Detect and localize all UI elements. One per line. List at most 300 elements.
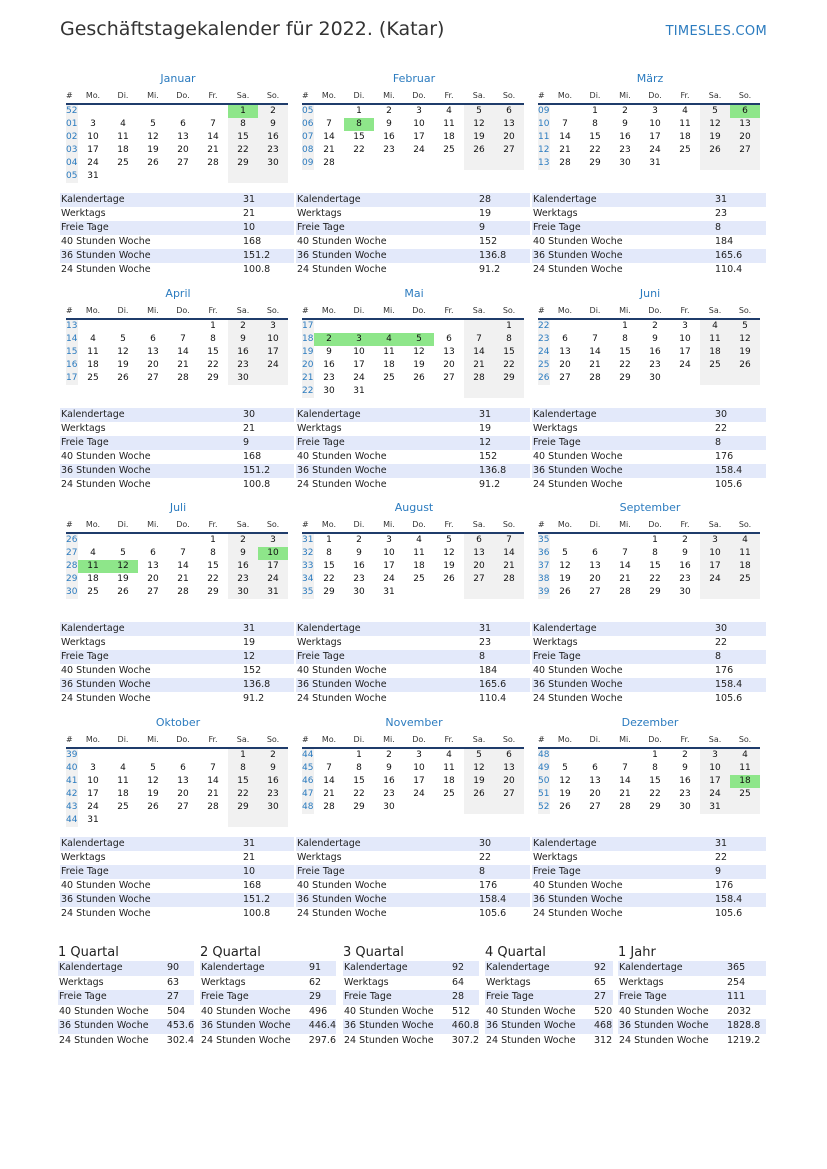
day-cell[interactable]: 26 xyxy=(464,788,494,801)
day-cell[interactable]: 14 xyxy=(494,547,524,560)
day-cell[interactable]: 17 xyxy=(353,360,365,370)
day-cell[interactable]: 13 xyxy=(443,347,455,357)
holiday-day-cell[interactable]: 2 xyxy=(314,333,344,346)
day-cell[interactable]: 23 xyxy=(383,145,395,155)
day-cell[interactable]: 29 xyxy=(323,587,335,597)
day-cell[interactable]: 8 xyxy=(356,763,362,773)
day-cell[interactable]: 21 xyxy=(177,574,189,584)
day-cell[interactable]: 3 xyxy=(90,763,96,773)
day-cell[interactable]: 30 xyxy=(258,801,288,814)
holiday-day-cell[interactable]: 5 xyxy=(404,333,434,346)
day-cell[interactable]: 17 xyxy=(700,775,730,788)
day-cell[interactable]: 26 xyxy=(117,373,129,383)
day-cell[interactable]: 28 xyxy=(177,587,189,597)
day-cell[interactable]: 3 xyxy=(90,119,96,129)
day-cell[interactable]: 12 xyxy=(147,776,159,786)
day-cell[interactable]: 17 xyxy=(679,347,691,357)
day-cell[interactable]: 16 xyxy=(228,560,258,573)
day-cell[interactable]: 22 xyxy=(228,144,258,157)
day-cell[interactable]: 3 xyxy=(386,535,392,545)
day-cell[interactable]: 25 xyxy=(87,373,99,383)
day-cell[interactable]: 16 xyxy=(383,776,395,786)
day-cell[interactable]: 19 xyxy=(464,131,494,144)
day-cell[interactable]: 9 xyxy=(326,347,332,357)
day-cell[interactable]: 10 xyxy=(700,762,730,775)
holiday-day-cell[interactable]: 1 xyxy=(228,105,258,118)
day-cell[interactable]: 18 xyxy=(87,360,99,370)
day-cell[interactable]: 24 xyxy=(413,789,425,799)
day-cell[interactable]: 2 xyxy=(682,535,688,545)
day-cell[interactable]: 9 xyxy=(228,547,258,560)
day-cell[interactable]: 13 xyxy=(177,132,189,142)
day-cell[interactable]: 8 xyxy=(228,762,258,775)
day-cell[interactable]: 27 xyxy=(589,802,601,812)
day-cell[interactable]: 1 xyxy=(356,106,362,116)
day-cell[interactable]: 29 xyxy=(353,802,365,812)
day-cell[interactable]: 28 xyxy=(323,158,335,168)
day-cell[interactable]: 28 xyxy=(207,158,219,168)
day-cell[interactable]: 23 xyxy=(649,360,661,370)
day-cell[interactable]: 25 xyxy=(730,573,760,586)
day-cell[interactable]: 12 xyxy=(559,776,571,786)
day-cell[interactable]: 16 xyxy=(679,776,691,786)
day-cell[interactable]: 11 xyxy=(413,548,425,558)
day-cell[interactable]: 19 xyxy=(117,574,129,584)
day-cell[interactable]: 6 xyxy=(446,334,452,344)
day-cell[interactable]: 31 xyxy=(87,171,99,181)
day-cell[interactable]: 11 xyxy=(443,763,455,773)
day-cell[interactable]: 2 xyxy=(386,750,392,760)
day-cell[interactable]: 22 xyxy=(619,360,631,370)
day-cell[interactable]: 19 xyxy=(147,789,159,799)
day-cell[interactable]: 5 xyxy=(464,749,494,762)
day-cell[interactable]: 20 xyxy=(559,360,571,370)
day-cell[interactable]: 16 xyxy=(258,131,288,144)
day-cell[interactable]: 7 xyxy=(210,119,216,129)
day-cell[interactable]: 24 xyxy=(87,802,99,812)
day-cell[interactable]: 19 xyxy=(443,561,455,571)
day-cell[interactable]: 28 xyxy=(589,373,601,383)
day-cell[interactable]: 13 xyxy=(494,118,524,131)
day-cell[interactable]: 18 xyxy=(413,561,425,571)
day-cell[interactable]: 10 xyxy=(258,333,288,346)
day-cell[interactable]: 11 xyxy=(679,119,691,129)
day-cell[interactable]: 12 xyxy=(464,762,494,775)
day-cell[interactable]: 26 xyxy=(117,587,129,597)
day-cell[interactable]: 21 xyxy=(207,145,219,155)
day-cell[interactable]: 26 xyxy=(413,373,425,383)
day-cell[interactable]: 4 xyxy=(90,334,96,344)
day-cell[interactable]: 6 xyxy=(494,749,524,762)
day-cell[interactable]: 1 xyxy=(326,535,332,545)
day-cell[interactable]: 1 xyxy=(210,321,216,331)
day-cell[interactable]: 21 xyxy=(323,789,335,799)
day-cell[interactable]: 1 xyxy=(356,750,362,760)
day-cell[interactable]: 9 xyxy=(682,763,688,773)
day-cell[interactable]: 29 xyxy=(228,801,258,814)
day-cell[interactable]: 16 xyxy=(353,561,365,571)
day-cell[interactable]: 4 xyxy=(120,763,126,773)
day-cell[interactable]: 3 xyxy=(258,534,288,547)
day-cell[interactable]: 23 xyxy=(228,573,258,586)
day-cell[interactable]: 18 xyxy=(383,360,395,370)
day-cell[interactable]: 3 xyxy=(682,321,688,331)
day-cell[interactable]: 12 xyxy=(730,333,760,346)
day-cell[interactable]: 21 xyxy=(619,574,631,584)
day-cell[interactable]: 24 xyxy=(679,360,691,370)
day-cell[interactable]: 25 xyxy=(443,145,455,155)
day-cell[interactable]: 6 xyxy=(592,548,598,558)
day-cell[interactable]: 20 xyxy=(589,574,601,584)
day-cell[interactable]: 26 xyxy=(730,359,760,372)
day-cell[interactable]: 20 xyxy=(464,560,494,573)
day-cell[interactable]: 29 xyxy=(207,587,219,597)
day-cell[interactable]: 17 xyxy=(87,145,99,155)
day-cell[interactable]: 30 xyxy=(323,386,335,396)
day-cell[interactable]: 24 xyxy=(353,373,365,383)
day-cell[interactable]: 13 xyxy=(559,347,571,357)
day-cell[interactable]: 28 xyxy=(494,573,524,586)
day-cell[interactable]: 3 xyxy=(416,750,422,760)
holiday-day-cell[interactable]: 8 xyxy=(344,118,374,131)
day-cell[interactable]: 23 xyxy=(323,373,335,383)
day-cell[interactable]: 19 xyxy=(559,574,571,584)
day-cell[interactable]: 14 xyxy=(177,561,189,571)
day-cell[interactable]: 30 xyxy=(383,802,395,812)
day-cell[interactable]: 20 xyxy=(147,360,159,370)
day-cell[interactable]: 4 xyxy=(700,320,730,333)
day-cell[interactable]: 15 xyxy=(207,561,219,571)
day-cell[interactable]: 14 xyxy=(323,132,335,142)
day-cell[interactable]: 26 xyxy=(443,574,455,584)
day-cell[interactable]: 1 xyxy=(494,320,524,333)
day-cell[interactable]: 16 xyxy=(258,775,288,788)
day-cell[interactable]: 22 xyxy=(649,789,661,799)
day-cell[interactable]: 9 xyxy=(622,119,628,129)
day-cell[interactable]: 2 xyxy=(386,106,392,116)
day-cell[interactable]: 21 xyxy=(494,560,524,573)
day-cell[interactable]: 23 xyxy=(383,789,395,799)
day-cell[interactable]: 12 xyxy=(117,347,129,357)
day-cell[interactable]: 11 xyxy=(117,776,129,786)
day-cell[interactable]: 8 xyxy=(652,548,658,558)
day-cell[interactable]: 6 xyxy=(180,119,186,129)
day-cell[interactable]: 28 xyxy=(177,373,189,383)
day-cell[interactable]: 2 xyxy=(682,750,688,760)
day-cell[interactable]: 10 xyxy=(413,763,425,773)
day-cell[interactable]: 17 xyxy=(649,132,661,142)
day-cell[interactable]: 17 xyxy=(700,560,730,573)
day-cell[interactable]: 25 xyxy=(117,158,129,168)
day-cell[interactable]: 10 xyxy=(353,347,365,357)
day-cell[interactable]: 2 xyxy=(356,535,362,545)
day-cell[interactable]: 22 xyxy=(207,574,219,584)
day-cell[interactable]: 26 xyxy=(700,144,730,157)
day-cell[interactable]: 6 xyxy=(464,534,494,547)
day-cell[interactable]: 28 xyxy=(323,802,335,812)
day-cell[interactable]: 25 xyxy=(679,145,691,155)
day-cell[interactable]: 15 xyxy=(619,347,631,357)
day-cell[interactable]: 25 xyxy=(87,587,99,597)
day-cell[interactable]: 31 xyxy=(700,801,730,814)
day-cell[interactable]: 2 xyxy=(622,106,628,116)
day-cell[interactable]: 5 xyxy=(562,763,568,773)
day-cell[interactable]: 21 xyxy=(323,145,335,155)
day-cell[interactable]: 29 xyxy=(494,372,524,385)
day-cell[interactable]: 21 xyxy=(589,360,601,370)
day-cell[interactable]: 11 xyxy=(700,333,730,346)
day-cell[interactable]: 5 xyxy=(446,535,452,545)
day-cell[interactable]: 19 xyxy=(147,145,159,155)
day-cell[interactable]: 5 xyxy=(700,105,730,118)
day-cell[interactable]: 27 xyxy=(494,788,524,801)
day-cell[interactable]: 17 xyxy=(383,561,395,571)
day-cell[interactable]: 14 xyxy=(207,776,219,786)
day-cell[interactable]: 6 xyxy=(562,334,568,344)
day-cell[interactable]: 10 xyxy=(649,119,661,129)
day-cell[interactable]: 20 xyxy=(494,131,524,144)
day-cell[interactable]: 16 xyxy=(649,347,661,357)
day-cell[interactable]: 5 xyxy=(730,320,760,333)
holiday-day-cell[interactable]: 10 xyxy=(258,547,288,560)
day-cell[interactable]: 9 xyxy=(386,119,392,129)
day-cell[interactable]: 28 xyxy=(559,158,571,168)
day-cell[interactable]: 22 xyxy=(353,789,365,799)
day-cell[interactable]: 13 xyxy=(494,762,524,775)
day-cell[interactable]: 17 xyxy=(413,132,425,142)
day-cell[interactable]: 18 xyxy=(117,145,129,155)
day-cell[interactable]: 20 xyxy=(443,360,455,370)
day-cell[interactable]: 5 xyxy=(464,105,494,118)
day-cell[interactable]: 1 xyxy=(210,535,216,545)
day-cell[interactable]: 15 xyxy=(228,775,258,788)
day-cell[interactable]: 6 xyxy=(150,334,156,344)
day-cell[interactable]: 24 xyxy=(413,145,425,155)
day-cell[interactable]: 27 xyxy=(589,587,601,597)
day-cell[interactable]: 20 xyxy=(589,789,601,799)
day-cell[interactable]: 28 xyxy=(207,802,219,812)
holiday-day-cell[interactable]: 12 xyxy=(108,560,138,573)
day-cell[interactable]: 23 xyxy=(228,359,258,372)
day-cell[interactable]: 29 xyxy=(649,587,661,597)
day-cell[interactable]: 23 xyxy=(679,789,691,799)
day-cell[interactable]: 25 xyxy=(383,373,395,383)
day-cell[interactable]: 2 xyxy=(258,749,288,762)
day-cell[interactable]: 17 xyxy=(413,776,425,786)
day-cell[interactable]: 4 xyxy=(120,119,126,129)
day-cell[interactable]: 22 xyxy=(589,145,601,155)
day-cell[interactable]: 10 xyxy=(679,334,691,344)
day-cell[interactable]: 10 xyxy=(87,776,99,786)
day-cell[interactable]: 31 xyxy=(87,815,99,825)
day-cell[interactable]: 15 xyxy=(494,346,524,359)
day-cell[interactable]: 7 xyxy=(326,763,332,773)
day-cell[interactable]: 20 xyxy=(177,145,189,155)
day-cell[interactable]: 11 xyxy=(443,119,455,129)
day-cell[interactable]: 10 xyxy=(700,547,730,560)
day-cell[interactable]: 29 xyxy=(228,157,258,170)
day-cell[interactable]: 11 xyxy=(383,347,395,357)
day-cell[interactable]: 23 xyxy=(353,574,365,584)
day-cell[interactable]: 18 xyxy=(443,132,455,142)
day-cell[interactable]: 7 xyxy=(180,548,186,558)
day-cell[interactable]: 27 xyxy=(147,373,159,383)
day-cell[interactable]: 17 xyxy=(258,560,288,573)
day-cell[interactable]: 8 xyxy=(622,334,628,344)
day-cell[interactable]: 5 xyxy=(150,763,156,773)
day-cell[interactable]: 19 xyxy=(700,131,730,144)
day-cell[interactable]: 5 xyxy=(562,548,568,558)
day-cell[interactable]: 5 xyxy=(150,119,156,129)
day-cell[interactable]: 26 xyxy=(464,144,494,157)
day-cell[interactable]: 29 xyxy=(649,802,661,812)
day-cell[interactable]: 27 xyxy=(177,158,189,168)
day-cell[interactable]: 30 xyxy=(619,158,631,168)
day-cell[interactable]: 24 xyxy=(700,788,730,801)
day-cell[interactable]: 18 xyxy=(87,574,99,584)
day-cell[interactable]: 26 xyxy=(559,587,571,597)
day-cell[interactable]: 14 xyxy=(589,347,601,357)
holiday-day-cell[interactable]: 11 xyxy=(78,560,108,573)
day-cell[interactable]: 16 xyxy=(228,346,258,359)
holiday-day-cell[interactable]: 18 xyxy=(730,775,760,788)
day-cell[interactable]: 11 xyxy=(87,347,99,357)
day-cell[interactable]: 6 xyxy=(494,105,524,118)
day-cell[interactable]: 2 xyxy=(228,534,258,547)
day-cell[interactable]: 14 xyxy=(323,776,335,786)
day-cell[interactable]: 27 xyxy=(177,802,189,812)
day-cell[interactable]: 13 xyxy=(464,547,494,560)
day-cell[interactable]: 27 xyxy=(559,373,571,383)
day-cell[interactable]: 30 xyxy=(228,586,258,599)
day-cell[interactable]: 30 xyxy=(679,587,691,597)
day-cell[interactable]: 7 xyxy=(210,763,216,773)
day-cell[interactable]: 20 xyxy=(494,775,524,788)
day-cell[interactable]: 7 xyxy=(326,119,332,129)
day-cell[interactable]: 4 xyxy=(730,534,760,547)
day-cell[interactable]: 21 xyxy=(559,145,571,155)
day-cell[interactable]: 8 xyxy=(228,118,258,131)
day-cell[interactable]: 1 xyxy=(228,749,258,762)
day-cell[interactable]: 7 xyxy=(622,763,628,773)
day-cell[interactable]: 3 xyxy=(700,534,730,547)
day-cell[interactable]: 22 xyxy=(323,574,335,584)
day-cell[interactable]: 18 xyxy=(700,346,730,359)
day-cell[interactable]: 16 xyxy=(323,360,335,370)
day-cell[interactable]: 10 xyxy=(413,119,425,129)
day-cell[interactable]: 8 xyxy=(326,548,332,558)
day-cell[interactable]: 12 xyxy=(413,347,425,357)
day-cell[interactable]: 9 xyxy=(356,548,362,558)
day-cell[interactable]: 30 xyxy=(649,373,661,383)
day-cell[interactable]: 9 xyxy=(228,333,258,346)
day-cell[interactable]: 6 xyxy=(592,763,598,773)
day-cell[interactable]: 28 xyxy=(464,372,494,385)
day-cell[interactable]: 16 xyxy=(383,132,395,142)
day-cell[interactable]: 19 xyxy=(559,789,571,799)
day-cell[interactable]: 17 xyxy=(258,346,288,359)
day-cell[interactable]: 3 xyxy=(652,106,658,116)
day-cell[interactable]: 23 xyxy=(258,788,288,801)
day-cell[interactable]: 26 xyxy=(147,802,159,812)
holiday-day-cell[interactable]: 3 xyxy=(344,333,374,346)
day-cell[interactable]: 7 xyxy=(562,119,568,129)
day-cell[interactable]: 7 xyxy=(180,334,186,344)
day-cell[interactable]: 25 xyxy=(700,359,730,372)
day-cell[interactable]: 17 xyxy=(87,789,99,799)
day-cell[interactable]: 27 xyxy=(730,144,760,157)
day-cell[interactable]: 13 xyxy=(589,561,601,571)
day-cell[interactable]: 24 xyxy=(383,574,395,584)
day-cell[interactable]: 4 xyxy=(682,106,688,116)
day-cell[interactable]: 23 xyxy=(679,574,691,584)
day-cell[interactable]: 30 xyxy=(679,802,691,812)
day-cell[interactable]: 4 xyxy=(730,749,760,762)
day-cell[interactable]: 14 xyxy=(619,776,631,786)
day-cell[interactable]: 9 xyxy=(682,548,688,558)
day-cell[interactable]: 10 xyxy=(383,548,395,558)
day-cell[interactable]: 11 xyxy=(117,132,129,142)
day-cell[interactable]: 24 xyxy=(87,158,99,168)
day-cell[interactable]: 2 xyxy=(652,321,658,331)
day-cell[interactable]: 9 xyxy=(258,762,288,775)
day-cell[interactable]: 12 xyxy=(464,118,494,131)
day-cell[interactable]: 30 xyxy=(353,587,365,597)
day-cell[interactable]: 8 xyxy=(652,763,658,773)
day-cell[interactable]: 19 xyxy=(117,360,129,370)
day-cell[interactable]: 16 xyxy=(619,132,631,142)
day-cell[interactable]: 14 xyxy=(619,561,631,571)
day-cell[interactable]: 15 xyxy=(589,132,601,142)
day-cell[interactable]: 22 xyxy=(228,788,258,801)
day-cell[interactable]: 3 xyxy=(416,106,422,116)
holiday-day-cell[interactable]: 6 xyxy=(730,105,760,118)
day-cell[interactable]: 21 xyxy=(177,360,189,370)
day-cell[interactable]: 19 xyxy=(413,360,425,370)
day-cell[interactable]: 27 xyxy=(147,587,159,597)
day-cell[interactable]: 22 xyxy=(353,145,365,155)
day-cell[interactable]: 26 xyxy=(559,802,571,812)
day-cell[interactable]: 12 xyxy=(700,118,730,131)
day-cell[interactable]: 8 xyxy=(210,548,216,558)
day-cell[interactable]: 6 xyxy=(150,548,156,558)
day-cell[interactable]: 13 xyxy=(589,776,601,786)
day-cell[interactable]: 29 xyxy=(589,158,601,168)
day-cell[interactable]: 24 xyxy=(258,359,288,372)
day-cell[interactable]: 9 xyxy=(258,118,288,131)
day-cell[interactable]: 14 xyxy=(207,132,219,142)
day-cell[interactable]: 4 xyxy=(90,548,96,558)
day-cell[interactable]: 1 xyxy=(652,750,658,760)
day-cell[interactable]: 27 xyxy=(443,373,455,383)
day-cell[interactable]: 12 xyxy=(147,132,159,142)
day-cell[interactable]: 8 xyxy=(592,119,598,129)
day-cell[interactable]: 25 xyxy=(117,802,129,812)
day-cell[interactable]: 12 xyxy=(559,561,571,571)
day-cell[interactable]: 29 xyxy=(619,373,631,383)
day-cell[interactable]: 8 xyxy=(210,334,216,344)
day-cell[interactable]: 7 xyxy=(494,534,524,547)
day-cell[interactable]: 14 xyxy=(559,132,571,142)
day-cell[interactable]: 25 xyxy=(413,574,425,584)
day-cell[interactable]: 11 xyxy=(730,547,760,560)
day-cell[interactable]: 7 xyxy=(464,333,494,346)
day-cell[interactable]: 15 xyxy=(649,776,661,786)
day-cell[interactable]: 12 xyxy=(443,548,455,558)
day-cell[interactable]: 15 xyxy=(649,561,661,571)
day-cell[interactable]: 13 xyxy=(730,118,760,131)
day-cell[interactable]: 30 xyxy=(258,157,288,170)
